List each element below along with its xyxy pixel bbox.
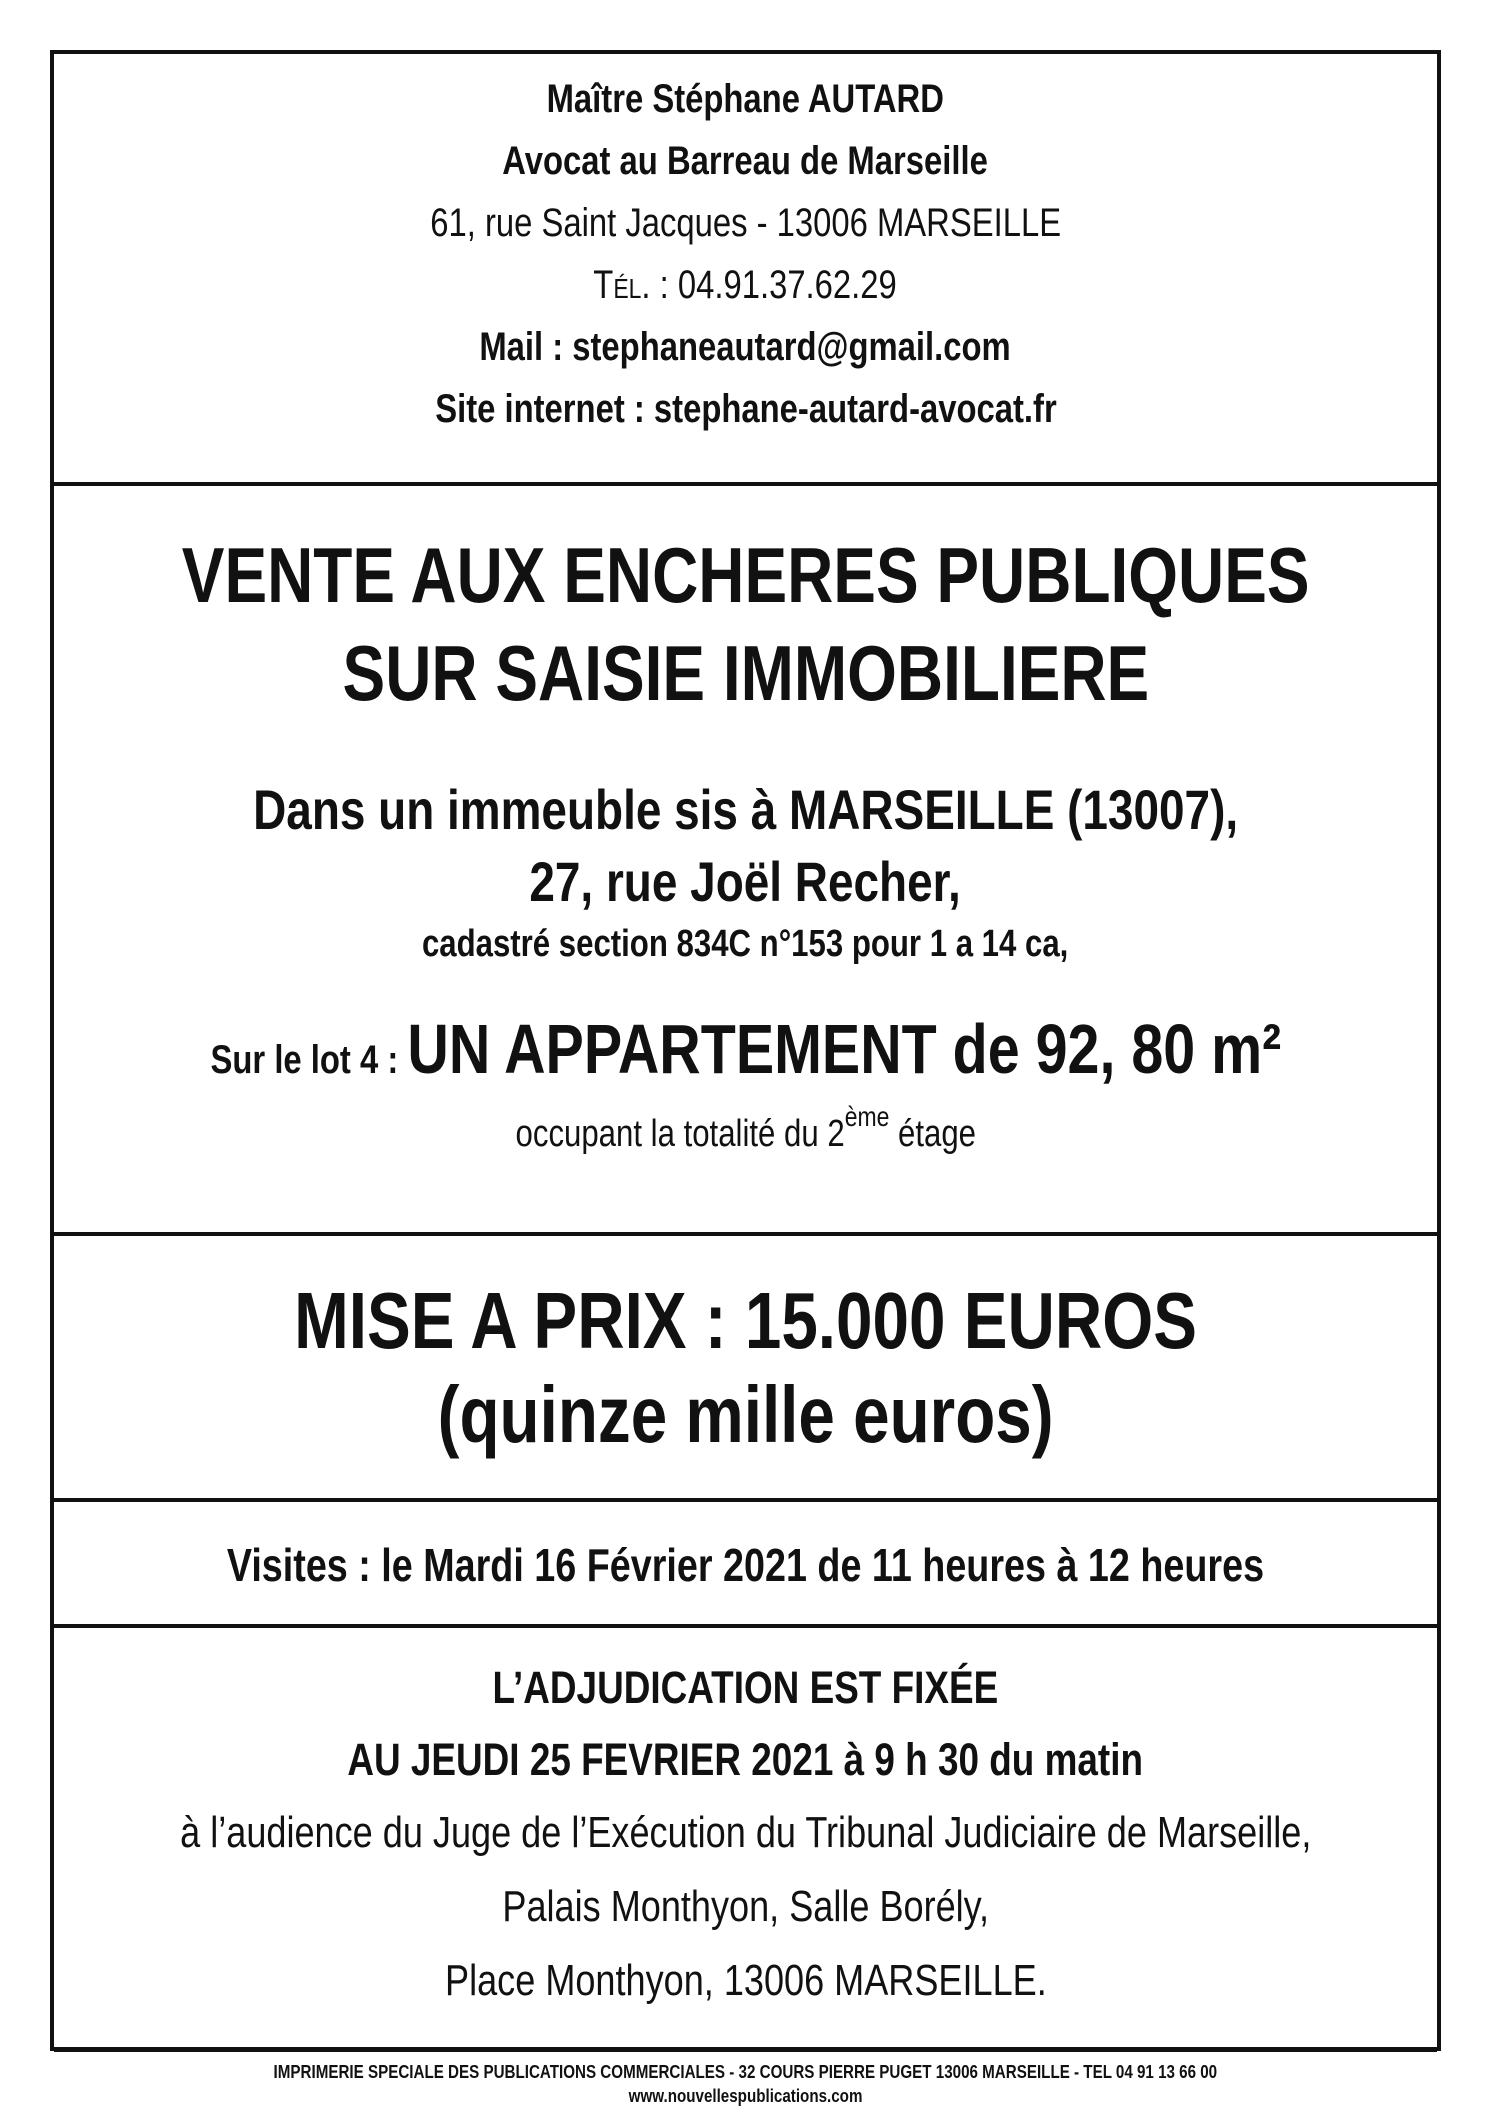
lawyer-email: Mail : stephaneautard@gmail.com [479,325,1012,369]
sale-details [54,486,1437,1236]
visits-info [54,1502,1437,1628]
lot-apartment: UN APPARTEMENT de 92, 80 m² [406,1010,1281,1088]
starting-price [54,1236,1437,1502]
property-address-line1: Dans un immeuble sis à MARSEILLE (13007), [252,778,1239,841]
lawyer-website: Site internet : stephane-autard-avocat.fr [434,387,1057,431]
adjudication-info [54,1628,1437,2052]
lawyer-header [54,54,1437,486]
price-in-words: (quinze mille euros) [437,1370,1054,1459]
lawyer-address: 61, rue Saint Jacques - 13006 MARSEILLE [430,201,1061,245]
occupancy-note: occupant la totalité du 2ème étage [515,1101,976,1155]
cadastre-reference: cadastré section 834C n°153 pour 1 a 14 ca, [422,923,1069,965]
visits-text: Visites : le Mardi 16 Février 2021 de 11 heures à 12 heures [226,1539,1265,1591]
adjudication-court: à l’audience du Juge de l’Exécution du Tribunal Judiciaire de Marseille, [179,1808,1312,1857]
adjudication-title: L’ADJUDICATION EST FIXÉE [492,1662,999,1713]
lawyer-name: Maître Stéphane AUTARD [546,77,945,121]
property-address-line2: 27, rue Joël Recher, [529,850,962,913]
sale-title-line2: SUR SAISIE IMMOBILIERE [342,629,1149,717]
sale-title-line1: VENTE AUX ENCHERES PUBLIQUES [181,531,1310,619]
lawyer-phone [54,254,1437,316]
phone-value: : 04.91.37.62.29 [651,263,898,307]
adjudication-address: Place Monthyon, 13006 MARSEILLE. [444,1956,1047,2005]
adjudication-date: AU JEUDI 25 FEVRIER 2021 à 9 h 30 du matin [347,1734,1144,1785]
lot-description [54,1004,1437,1114]
printer-website: www.nouvellespublications.com [628,2085,863,2106]
printer-info: IMPRIMERIE SPECIALE DES PUBLICATIONS COMMERCIALES - 32 COURS PIERRE PUGET 13006 MARSEILLE - TEL 04 91 13 66 00 [273,2061,1218,2082]
phone-label: Tél. [593,263,652,307]
price-amount: MISE A PRIX : 15.000 EUROS [294,1276,1197,1365]
adjudication-venue: Palais Monthyon, Salle Borély, [502,1882,989,1931]
notice-frame [50,50,1441,2106]
lawyer-role: Avocat au Barreau de Marseille [502,139,989,183]
lot-label: Sur le lot 4 : [210,1038,407,1082]
